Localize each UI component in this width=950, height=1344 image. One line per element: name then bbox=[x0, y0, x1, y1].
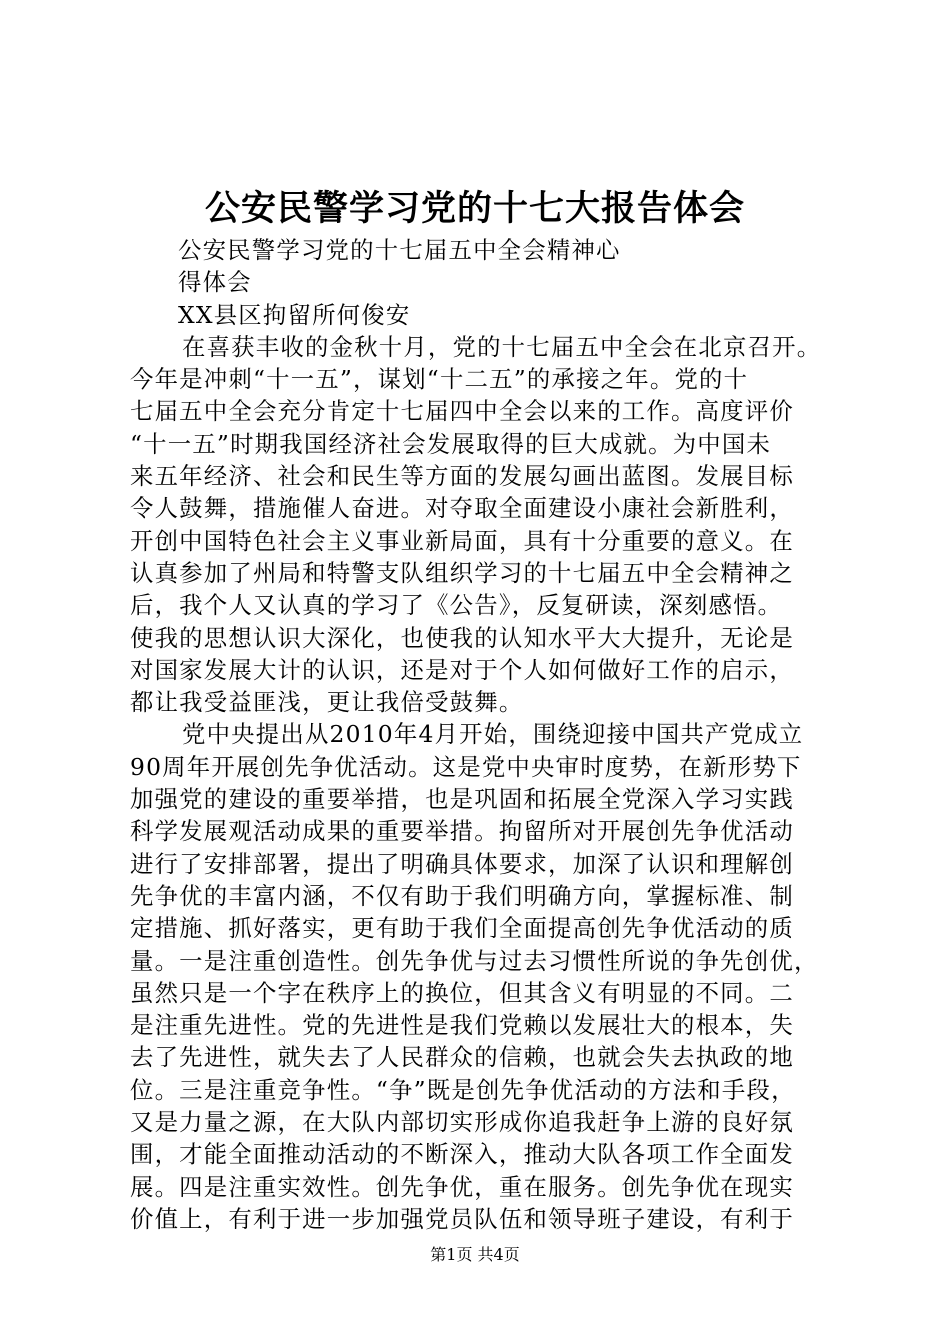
paragraph-2-line: 围，才能全面推动活动的不断深入，推动大队各项工作全面发 bbox=[130, 1140, 794, 1169]
paragraph-1-line: 令人鼓舞，措施催人奋进。对夺取全面建设小康社会新胜利， bbox=[130, 494, 794, 523]
paragraph-1-line: 使我的思想认识大深化，也使我的认知水平大大提升，无论是 bbox=[130, 623, 794, 652]
paragraph-2-line: 进行了安排部署，提出了明确具体要求，加深了认识和理解创 bbox=[130, 849, 794, 878]
page-number-footer: 第1页 共4页 bbox=[430, 1245, 520, 1264]
paragraph-2-line: 先争优的丰富内涵，不仅有助于我们明确方向，掌握标准、制 bbox=[130, 881, 794, 910]
paragraph-2-line: 加强党的建设的重要举措，也是巩固和拓展全党深入学习实践 bbox=[130, 785, 794, 814]
paragraph-2-line: 科学发展观活动成果的重要举措。拘留所对开展创先争优活动 bbox=[130, 817, 794, 846]
paragraph-1-line: 后，我个人又认真的学习了《公告》，反复研读，深刻感悟。 bbox=[130, 591, 783, 620]
paragraph-2-line: 位。三是注重竞争性。“争”既是创先争优活动的方法和手段， bbox=[130, 1075, 796, 1104]
paragraph-1-line: 七届五中全会充分肯定十七届四中全会以来的工作。高度评价 bbox=[130, 397, 794, 426]
paragraph-1-line: 认真参加了州局和特警支队组织学习的十七届五中全会精神之 bbox=[130, 558, 794, 587]
paragraph-2-line: 虽然只是一个字在秩序上的换位，但其含义有明显的不同。二 bbox=[130, 978, 794, 1007]
paragraph-2-line: 去了先进性，就失去了人民群众的信赖，也就会失去执政的地 bbox=[130, 1043, 794, 1072]
author-line: XX县区拘留所何俊安 bbox=[178, 300, 411, 329]
paragraph-1-line: 来五年经济、社会和民生等方面的发展勾画出蓝图。发展目标 bbox=[130, 462, 794, 491]
paragraph-2-line: 定措施、抓好落实，更有助于我们全面提高创先争优活动的质 bbox=[130, 914, 794, 943]
paragraph-1-line: 今年是冲刺“十一五”，谋划“十二五”的承接之年。党的十 bbox=[130, 365, 749, 394]
paragraph-2-line: 是注重先进性。党的先进性是我们党赖以发展壮大的根本，失 bbox=[130, 1011, 794, 1040]
document-body bbox=[130, 234, 850, 1235]
subtitle-line-1: 公安民警学习党的十七届五中全会精神心 bbox=[178, 236, 621, 264]
paragraph-2-line: 又是力量之源，在大队内部切实形成你追我赶争上游的良好氛 bbox=[130, 1108, 794, 1137]
paragraph-2-line: 量。一是注重创造性。创先争优与过去习惯性所说的争先创优， bbox=[130, 946, 819, 975]
paragraph-2-line: 展。四是注重实效性。创先争优，重在服务。创先争优在现实 bbox=[130, 1172, 794, 1201]
paragraph-2-line: 价值上，有利于进一步加强党员队伍和领导班子建设，有利于 bbox=[130, 1204, 794, 1233]
paragraph-1-line: “十一五”时期我国经济社会发展取得的巨大成就。为中国未 bbox=[130, 429, 772, 458]
paragraph-1-line: 对国家发展大计的认识，还是对于个人如何做好工作的启示， bbox=[130, 655, 794, 684]
paragraph-1-line: 都让我受益匪浅，更让我倍受鼓舞。 bbox=[130, 688, 524, 717]
paragraph-2-line: 90周年开展创先争优活动。这是党中央审时度势，在新形势下 bbox=[130, 752, 802, 781]
subtitle-line-2: 得体会 bbox=[178, 268, 252, 297]
paragraph-1-line: 开创中国特色社会主义事业新局面，具有十分重要的意义。在 bbox=[130, 526, 794, 555]
document-title: 公安民警学习党的十七大报告体会 bbox=[204, 188, 745, 229]
paragraph-2-line: 党中央提出从2010年4月开始，围绕迎接中国共产党成立 bbox=[182, 720, 804, 749]
paragraph-1-line: 在喜获丰收的金秋十月，党的十七届五中全会在北京召开。 bbox=[182, 332, 822, 361]
